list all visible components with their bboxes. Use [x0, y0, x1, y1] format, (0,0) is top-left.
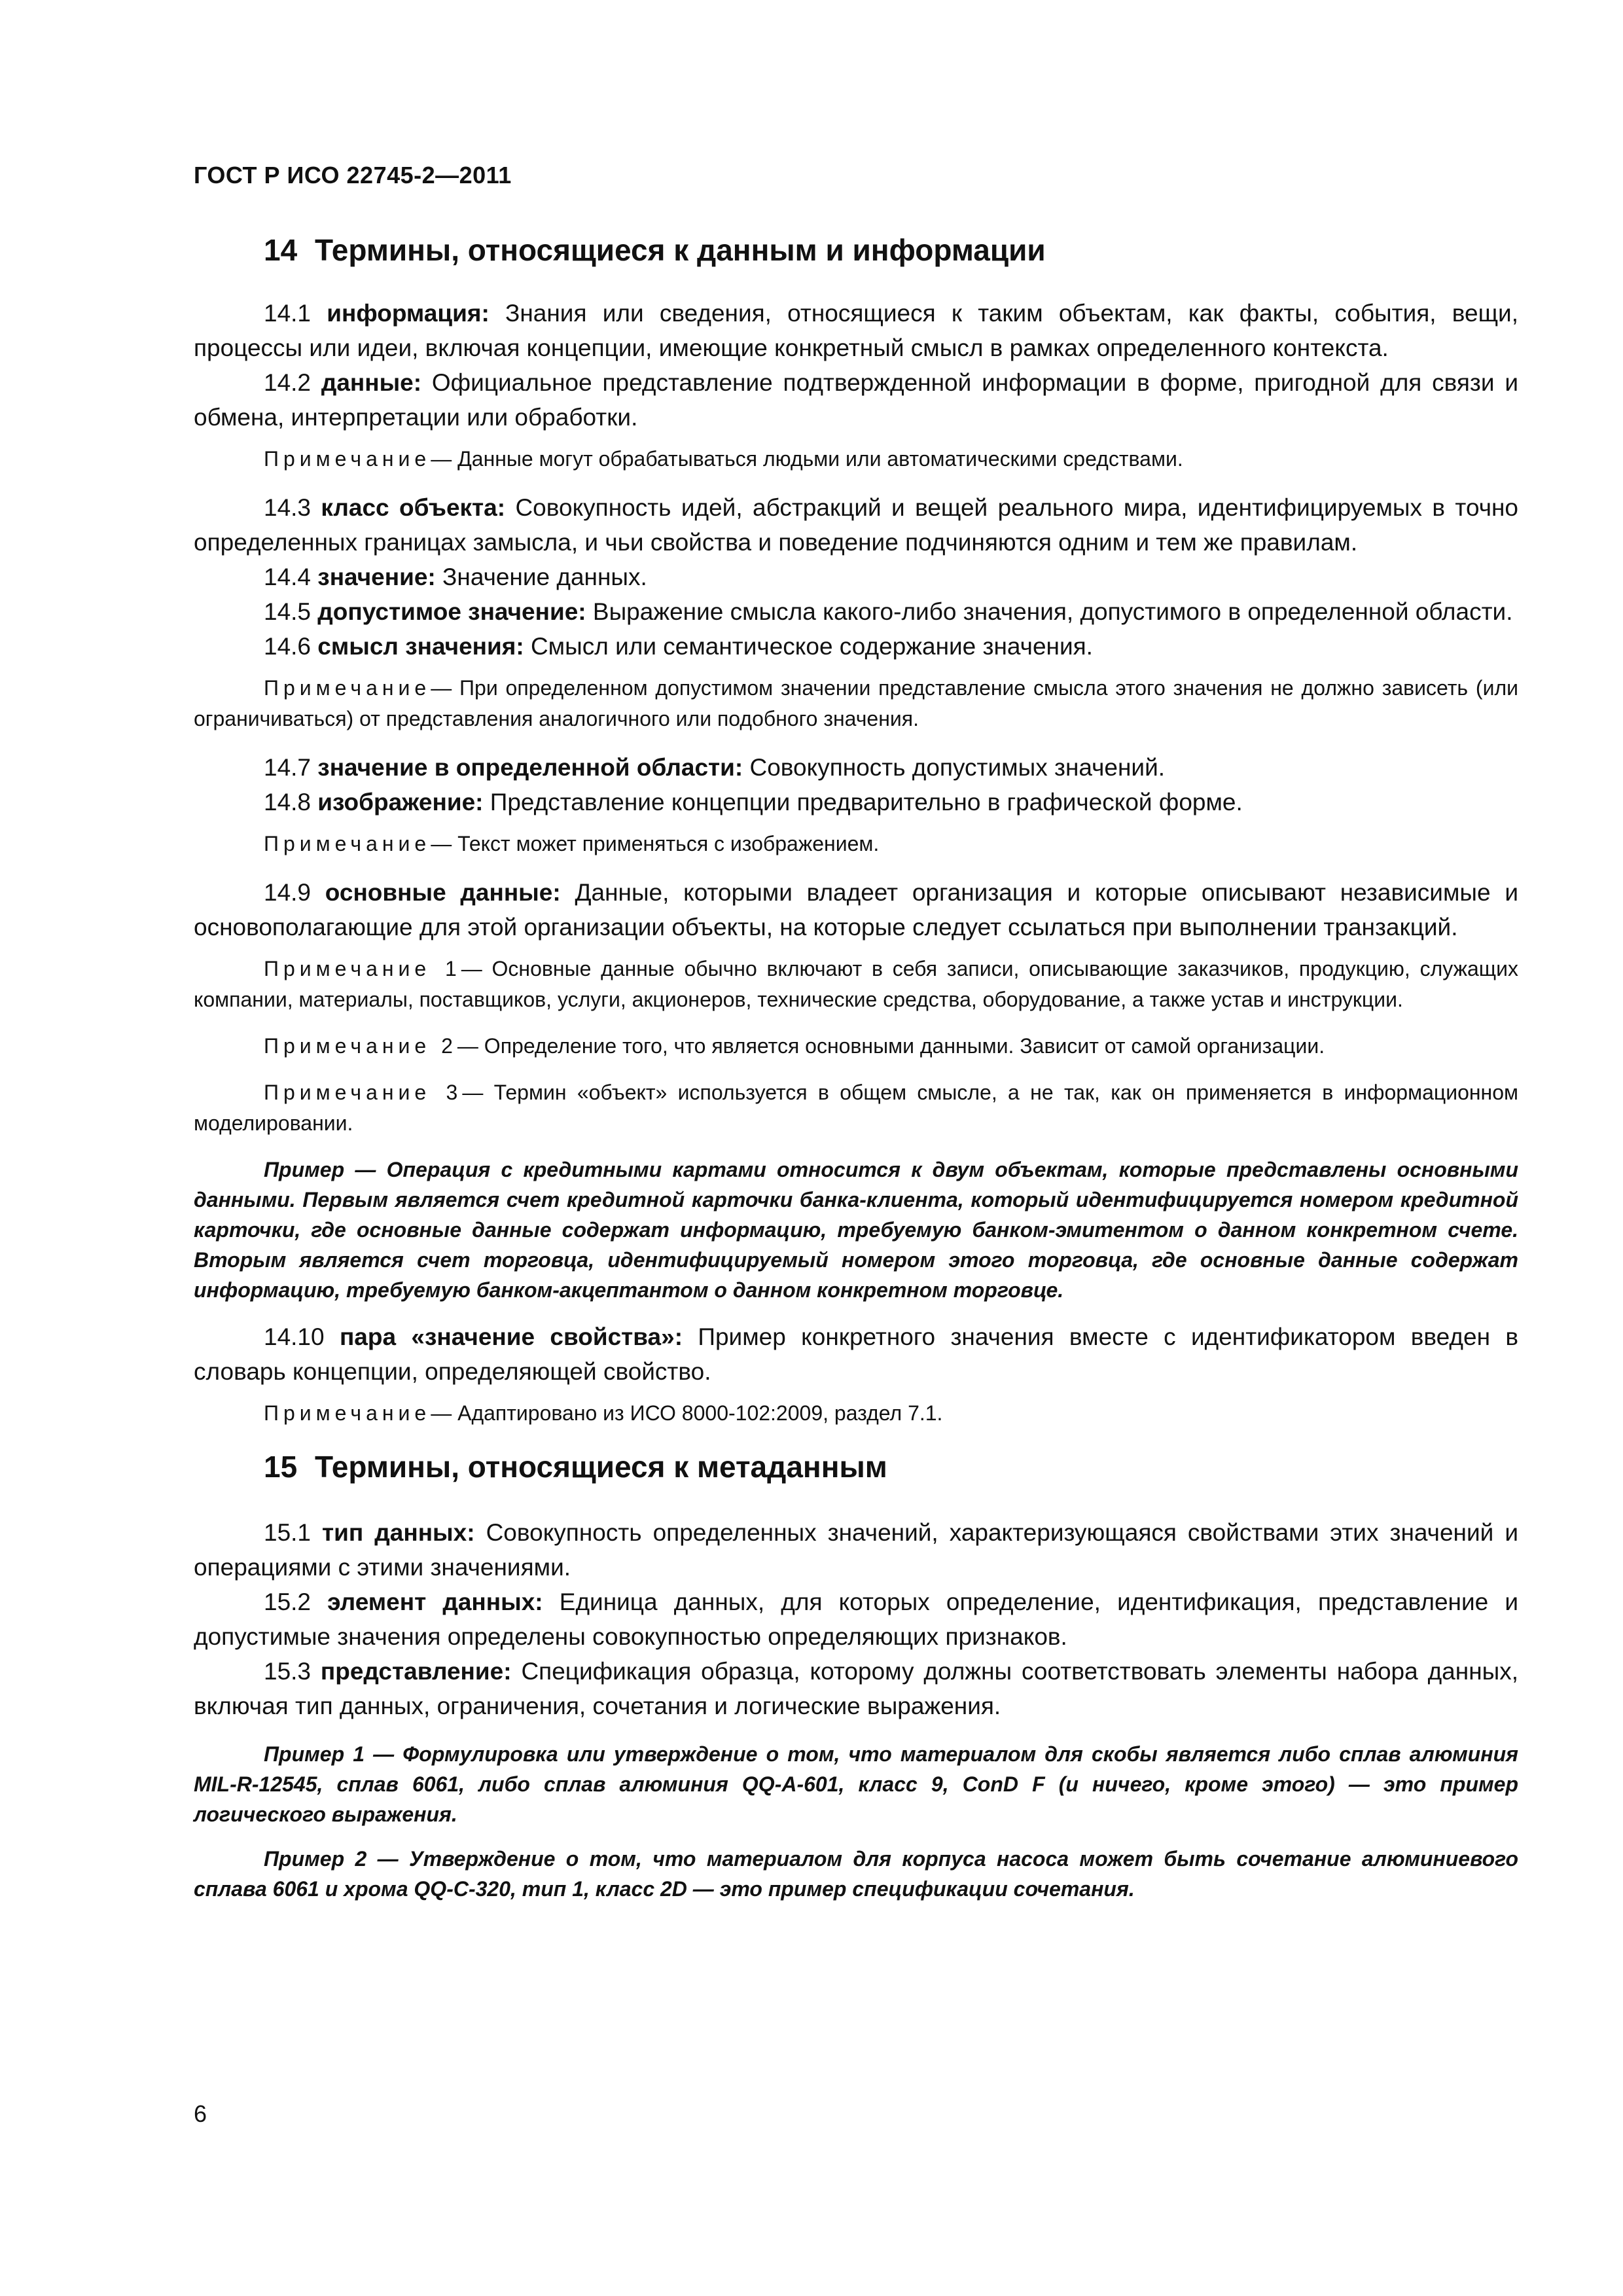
term-14-7: 14.7 значение в определенной области: Совокупность допустимых значений.	[264, 754, 1166, 781]
term-14-10: 14.10 пара «значение свойства»: Пример конкретного значения вместе с идентификатором введен в словарь концепции, определяющей свойство.	[194, 1323, 1519, 1385]
section-14-heading	[264, 230, 1518, 270]
term-14-5: 14.5 допустимое значение: Выражение смысла какого-либо значения, допустимого в определенной области.	[264, 598, 1513, 625]
page-content	[194, 223, 1518, 1918]
note-14-2: Примечание— Данные могут обрабатываться людьми или автоматическими средствами.	[264, 447, 1183, 471]
term-14-4: 14.4 значение: Значение данных.	[264, 564, 647, 590]
note-14-8: Примечание— Текст может применяться с изображением.	[264, 832, 880, 855]
page-number: 6	[194, 2100, 207, 2127]
example-14-9: Пример — Операция с кредитными картами относится к двум объектам, которые представлены основными данными. Первым является счет кредитной карточки банка-клиента, который идентифицируется номером кредитной карточки, где основные данные содержат информацию, требуемую банком-эмитентом о данном конкретном счете. Вторым является счет торговца, идентифицируемый номером этого торговца, где основные данные содержат информацию, требуемую банком-акцептантом о данном конкретном торговце.	[194, 1158, 1518, 1302]
example-15-3-2: Пример 2 — Утверждение о том, что материалом для корпуса насоса может быть сочетание алюминиевого сплава 6061 и хрома QQ-C-320, тип 1, класс 2D — это пример спецификации сочетания.	[194, 1847, 1518, 1901]
term-14-3: 14.3 класс объекта: Совокупность идей, абстракций и вещей реального мира, идентифицируемых в точно определенных границах замысла, и чьи свойства и поведение подчиняются одним и тем же правилам.	[194, 494, 1519, 556]
term-15-1: 15.1 тип данных: Совокупность определенных значений, характеризующаяся свойствами этих значений и операциями с этими значениями.	[194, 1519, 1518, 1581]
section-title: Термины, относящиеся к метаданным	[314, 1450, 887, 1484]
term-14-1: 14.1 информация: Знания или сведения, относящиеся к таким объектам, как факты, события, вещи, процессы или идеи, включая концепции, имеющие конкретный смысл в рамках определенного контекста.	[194, 300, 1518, 361]
example-15-3-1: Пример 1 — Формулировка или утверждение о том, что материалом для скобы является либо сплав алюминия MIL-R-12545, сплав 6061, либо сплав алюминия QQ-A-601, класс 9, ConD F (и ничего, кроме этого) — это пример логического выражения.	[194, 1742, 1518, 1826]
document-header: ГОСТ Р ИСО 22745-2—2011	[194, 162, 512, 188]
note-14-6: Примечание— При определенном допустимом значении представление смысла этого значения не должно зависеть (или ограничиваться) от представления аналогичного или подобного значения.	[194, 676, 1518, 730]
term-14-2: 14.2 данные: Официальное представление подтвержденной информации в форме, пригодной для связи и обмена, интерпретации или обработки.	[194, 369, 1519, 431]
section-title: Термины, относящиеся к данным и информации	[314, 233, 1046, 267]
term-15-3: 15.3 представление: Спецификация образца, которому должны соответствовать элементы набора данных, включая тип данных, ограничения, сочетания и логические выражения.	[194, 1658, 1519, 1719]
section-number: 15	[264, 1450, 298, 1484]
term-14-9: 14.9 основные данные: Данные, которыми владеет организация и которые описывают независимые и основополагающие для этой организации объекты, на которые следует ссылаться при выполнении транзакций.	[194, 879, 1518, 941]
note-14-10: Примечание— Адаптировано из ИСО 8000-102:2009, раздел 7.1.	[264, 1401, 943, 1425]
note-14-9-3: Примечание 3— Термин «объект» используется в общем смысле, а не так, как он применяется в информационном моделировании.	[194, 1081, 1519, 1135]
section-15-heading	[264, 1447, 1518, 1486]
section-number: 14	[264, 233, 298, 267]
term-14-8: 14.8 изображение: Представление концепции предварительно в графической форме.	[264, 789, 1243, 816]
term-14-6: 14.6 смысл значения: Смысл или семантическое содержание значения.	[264, 633, 1093, 660]
term-15-2: 15.2 элемент данных: Единица данных, для которых определение, идентификация, представление и допустимые значения определены совокупностью определяющих признаков.	[194, 1588, 1519, 1650]
note-14-9-2: Примечание 2— Определение того, что является основными данными. Зависит от самой организации.	[264, 1034, 1325, 1058]
note-14-9-1: Примечание 1— Основные данные обычно включают в себя записи, описывающие заказчиков, продукцию, служащих компании, материалы, поставщиков, услуги, акционеров, технические средства, оборудование, а также устав и инструкции.	[194, 957, 1519, 1011]
